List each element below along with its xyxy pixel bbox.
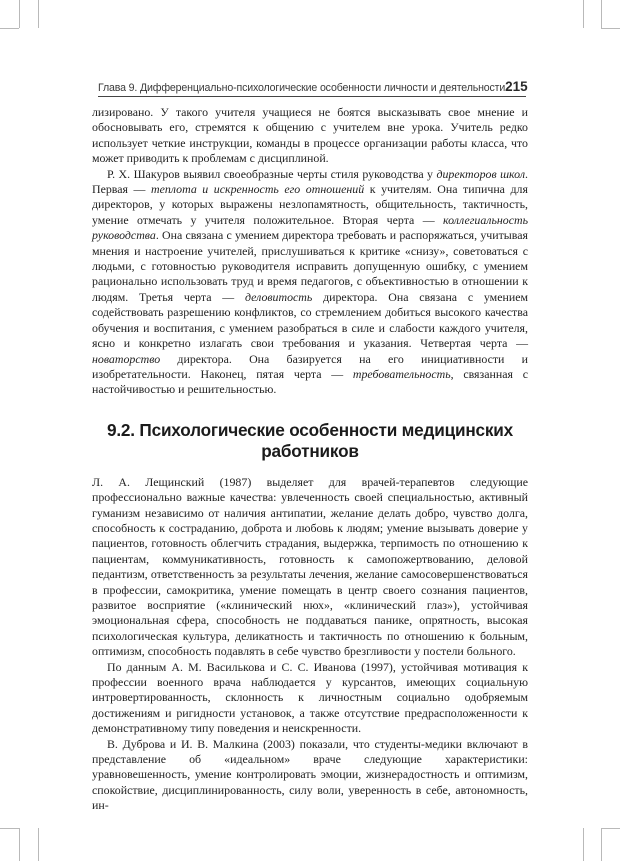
crop-mark — [601, 828, 620, 829]
italic-term: коллегиальность руководства — [92, 212, 528, 243]
italic-term: директоров школ — [436, 166, 525, 181]
text-run: директора. Она базируется на его инициативности и изобретательности. Наконец, пятая черта — — [92, 351, 528, 381]
paragraph — [92, 167, 528, 398]
page-body — [92, 105, 528, 814]
section-heading-line: 9.2. Психологические особенности медицинских — [106, 419, 513, 440]
paragraphs-bottom — [92, 475, 528, 814]
italic-term: деловитость — [244, 289, 313, 304]
text-run: . Она связана с умением директора требовать и распоряжаться, учитывая мнения и настроение учителей, прислушиваться к критике «снизу», советоваться с людьми, с готовностью руководителя исправить допущенную ошибку, с умением рационально использовать труд и время педагогов, с объективностью в отношении к людям. Третья черта — — [92, 228, 528, 304]
crop-mark — [0, 28, 19, 29]
crop-mark — [38, 0, 39, 28]
text-run: . Первая — — [92, 166, 528, 197]
text-run: В. Дуброва и И. В. Малкина (2003) показали, что студенты-медики включают в представление об «идеальном» враче следующие характеристики: уравновешенность, умение контролировать эмоции, жизнерадостность и оптимизм, спокойствие, дисциплинированность, силу воли, уверенность в себе, автономность, ин- — [92, 736, 528, 813]
paragraph — [92, 105, 528, 167]
section-heading — [92, 420, 528, 462]
text-run: директора. Она связана с умением содействовать разрешению конфликтов, со стремлением добиться высокого качества обучения и воспитания, с умением разобраться в силе и слабости каждого учителя, ясно и конкретно излагать свои требования и указания. Четвертая черта — — [92, 289, 529, 351]
crop-mark — [19, 828, 20, 861]
text-run: По данным А. М. Василькова и С. С. Иванова (1997), устойчивая мотивация к профессии военного врача наблюдается у курсантов, имеющих социальную интровертированность, склонность к личностным социально одобряемым достижениям и ригидности установок, а также отсутствие предрасположенности к демонстративному типу поведения и неискренности. — [92, 659, 528, 736]
crop-mark — [0, 828, 19, 829]
paragraph — [92, 737, 528, 814]
italic-term: новаторство — [92, 351, 161, 366]
paragraph — [92, 660, 528, 737]
crop-mark — [19, 0, 20, 28]
paragraphs-top — [92, 105, 528, 398]
text-run: лизировано. У такого учителя учащиеся не боятся высказывать свое мнение и обосновывать его, стремятся к общению с учителем вне урока. Учитель редко использует четкие инструкции, команды в процессе организации работы класса, что может приводить к проблемам с дисциплиной. — [92, 105, 528, 166]
text-run: Л. А. Лещинский (1987) выделяет для врачей-терапевтов следующие профессионально важные качества: увлеченность своей специальностью, активный гуманизм независимо от наличия антипатии, желание делать добро, чувство долга, способность к состраданию, доброта и любовь к людям; умение вызывать доверие у пациентов, готовность облегчить страдания, выдержка, терпимость по отношению к пациентам, коммуникативность, готовность к самопожертвованию, деловой педантизм, ответственность за результаты лечения, желание самосовершенствоваться в профессии, самокритика, умение помещать в центр своего сознания пациентов, развитое восприятие («клинический нюх», «клинический глаз»), устойчивая эмоциональная сфера, способность не поддаваться панике, опрятность, высокая психологическая культура, деликатность и тактичность по отношению к больным, оптимизм, способность подавлять в себе чувство брезгливости у постели больного. — [92, 474, 528, 659]
chapter-title: Глава 9. Дифференциально-психологические особенности личности и деятельности — [98, 82, 506, 94]
text-run: к учителям. Она типична для директоров, у которых выражены незлопамятность, общительность, тактичность, умение отмечать у учителя положительное. Вторая черта — — [92, 182, 528, 227]
crop-mark — [601, 0, 602, 28]
italic-term: теплота и искренность его отношений — [151, 182, 365, 197]
crop-mark — [583, 828, 584, 861]
running-head — [98, 79, 526, 94]
header-rule — [98, 96, 526, 97]
section-heading-line: работников — [261, 440, 359, 461]
text-run: , связанная с настойчивостью и решительностью. — [92, 366, 528, 397]
page-number: 215 — [505, 79, 528, 94]
crop-mark — [601, 828, 602, 861]
crop-mark — [583, 0, 584, 28]
paragraph — [92, 475, 528, 660]
crop-mark — [601, 28, 620, 29]
crop-mark — [38, 828, 39, 861]
italic-term: требовательность — [352, 366, 451, 381]
text-run: Р. Х. Шакуров выявил своеобразные черты стиля руководства у — [107, 166, 437, 181]
